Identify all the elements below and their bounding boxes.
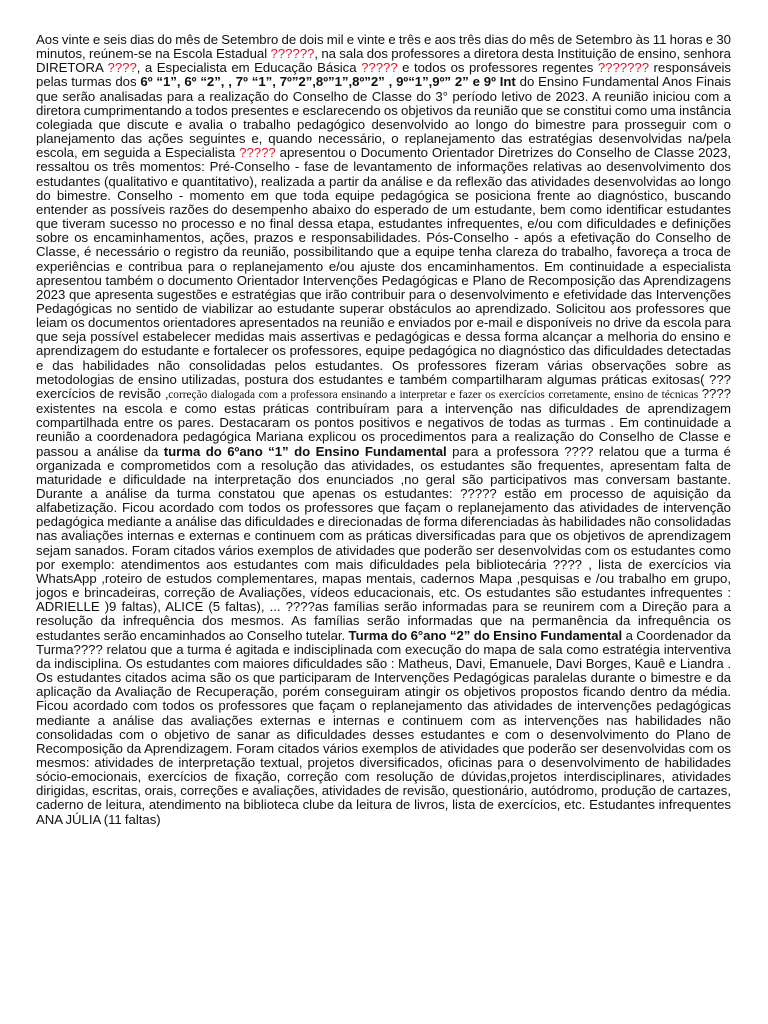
- text-segment: Aos vinte e seis dias do mês de Setembro de dois mil e vinte e três e aos três dias do mês de Setembro às 11 horas e 30 minutos, reúnem-se na Escola Estadual: [36, 32, 731, 62]
- text-segment: , na sala dos professores a diretora desta Instituição de ensino, senhora DIRETORA: [36, 46, 731, 76]
- specialist-name-placeholder: ?????: [361, 60, 398, 76]
- serif-inline-note: ,correção dialogada com a professora ensinando a interpretar e fazer os exercícios corretamente, ensino de técnicas: [165, 388, 702, 401]
- text-segment: a Coordenador da Turma???? relatou que a turma é agitada e indisciplinada com execução do mapa de sala como estratégia interventiva da indisciplina. Os estudantes com maiores dificuldades são : Matheus, Davi, Emanuele, Davi Borges, Kauê e Liandra . Os estudantes citados acima são os que participaram de Intervenções Pedagógicas paralelas durante o bimestre e da aplicação da Avaliação de Recuperação, porém conseguiram atingir os objetivos propostos ficando dentro da média. Ficou acordado com todos os professores que façam o replanejamento das atividades de intervenções pedagógicas mediante a análise das avaliações externas e internas e continuem com as intervenções nas habilidades não consolidadas com o objetivo de sanar as dificuldades desses estudantes e com o desenvolvimento do Plano de Recomposição da Aprendizagem. Foram citados vários exemplos de atividades que poderão ser desenvolvidas com os mesmos: atividades de interpretação textual, projetos diversificados, oficinas para o desenvolvimento de habilidades sócio-emocionais, exercícios de fixação, correção com resolução de dúvidas,projetos interdisciplinares, atividades dirigidas, escritas, orais, correções e avaliações, atividades de revisão, questionário, autódromo, produção de cartazes, caderno de leitura, atendimento na biblioteca clube da leitura de livros, lista de exercícios, etc. Estudantes infrequentes ANA JÚLIA (11 faltas): [36, 627, 731, 827]
- text-segment: responsáveis pelas turmas dos: [36, 60, 731, 90]
- classes-list-bold: 6º “1”, 6º “2”, , 7º “1”, 7º”2”,8º”1”,8º”2” , 9º“1”,9º” 2” e 9º Int: [140, 74, 516, 90]
- class-6-1-heading: turma do 6ºano “1” do Ensino Fundamental: [163, 443, 447, 459]
- text-segment: para a professora ???? relatou que a turma é organizada e comprometidos com a resolução das atividades, os estudantes são frequentes, apresentam falta de maturidade e dificuldade na interpretação dos enunciados ,no geral são participativos mas conversam bastante. Durante a análise da turma constatou que apenas os estudantes: ????? estão em processo de aquisição da alfabetização. Ficou acordado com todos os professores que façam o replanejamento das atividades de intervenção pedagógica mediante a análise das dificuldades e direcionadas de forma diferenciadas às habilidades não consolidadas nas avaliações internas e externas e continuem com as práticas diversificadas para que os objetivos de aprendizagem sejam sanados. Foram citados vários exemplos de atividades que poderão ser desenvolvidas com os estudantes como por exemplo: atendimentos aos estudantes com mais dificuldades pela bibliotecária ???? , lista de exercícios via WhatsApp ,roteiro de estudos complementares, mapas mentais, cadernos Mapa ,pesquisas e /ou trabalho em grupo, jogos e brincadeiras, correção de Avaliações, vídeos educacionais, etc. Os estudantes são estudantes infrequentes : ADRIELLE )9 faltas), ALICE (5 faltas), ... ????as famílias serão informadas para se reunirem com a Direção para a resolução da infrequência dos mesmos. As famílias serão informadas que na permanência da infrequência os estudantes serão encaminhados ao Conselho tutelar.: [36, 443, 731, 643]
- class-6-2-heading: Turma do 6°ano “2” do Ensino Fundamental: [348, 627, 623, 643]
- specialist-name-placeholder-2: ?????: [239, 145, 276, 161]
- text-segment: apresentou o Documento Orientador Diretrizes do Conselho de Classe 2023, ressaltou os três momentos: Pré-Conselho - fase de levantamento de informações relativas ao desenvolvimento dos estudantes (qualitativo e quantitativo), realizada a partir da análise e da reflexão das atividades desenvolvidas ao longo do bimestre. Conselho - momento em que toda equipe pedagógica se posiciona frente ao diagnóstico, buscando entender as possíveis razões do desempenho abaixo do esperado de um estudante, bem como identificar estudantes que tiveram sucesso no processo e no final dessa etapa, estudantes infrequentes, e/ou com dificuldades e definições sobre os encaminhamentos, ações, prazos e responsabilidades. Pós-Conselho - após a efetivação do Conselho de Classe, é necessário o registro da reunião, possibilitando que a equipe tenha clareza do trabalho, favoreça a troca de experiências e contribua para o replanejamento e/ou ajuste dos encaminhamentos. Em continuidade a especialista apresentou também o documento Orientador Intervenções Pedagógicas e Plano de Recomposição das Aprendizagens 2023 que apresenta sugestões e estratégias que irão contribuir para o desenvolvimento e efetividade das Intervenções Pedagógicas no sentido de viabilizar ao estudante superar obstáculos ao aprendizado. Solicitou aos professores que leiam os documentos orientadores apresentados na reunião e enviados por e-mail e disponíveis no drive da escola para que seja possível estabelecer medidas mais assertivas e pedagógicas e dessa forma alcançar a melhoria do ensino e aprendizagem do estudante e fortalecer os professores, equipe pedagógica no diagnóstico das dificuldades detectadas e das habilidades não consolidadas pelos estudantes. Os professores fizeram várias observações sobre as metodologias de ensino utilizadas, postura dos estudantes e também compartilharam algumas práticas exitosas( ??? exercícios de revisão: [36, 145, 731, 401]
- director-name-placeholder: ????: [107, 60, 137, 76]
- text-segment: do Ensino Fundamental Anos Finais que serão analisadas para a realização do Conselho de Classe do 3° período letivo de 2023. A reunião iniciou com a diretora cumprimentando a todos presentes e esclarecendo os objetivos da reunião que se constitui como uma instância colegiada que discute e avalia o trabalho pedagógico desenvolvido ao longo do bimestre para prosseguir com o planejamento das ações seguintes e, quando necessário, o replanejamento das estratégias desenvolvidas na/pela escola, em seguida a Especialista: [36, 74, 731, 161]
- text-segment: e todos os professores regentes: [397, 60, 598, 76]
- ata-body-paragraph: [36, 33, 731, 827]
- text-segment: , a Especialista em Educação Básica: [136, 60, 362, 76]
- text-segment: ???? existentes na escola e como estas práticas contribuíram para a intervenção nas dificuldades de aprendizagem compartilhada entre os pares. Destacaram os pontos positivos e negativos de todas as turmas . Em continuidade a reunião a coordenadora pedagógica Mariana explicou os procedimentos para a realização do Conselho de Classe e passou a análise da: [36, 385, 731, 459]
- teachers-names-placeholder: ???????: [597, 60, 650, 76]
- school-name-placeholder: ??????: [270, 46, 315, 62]
